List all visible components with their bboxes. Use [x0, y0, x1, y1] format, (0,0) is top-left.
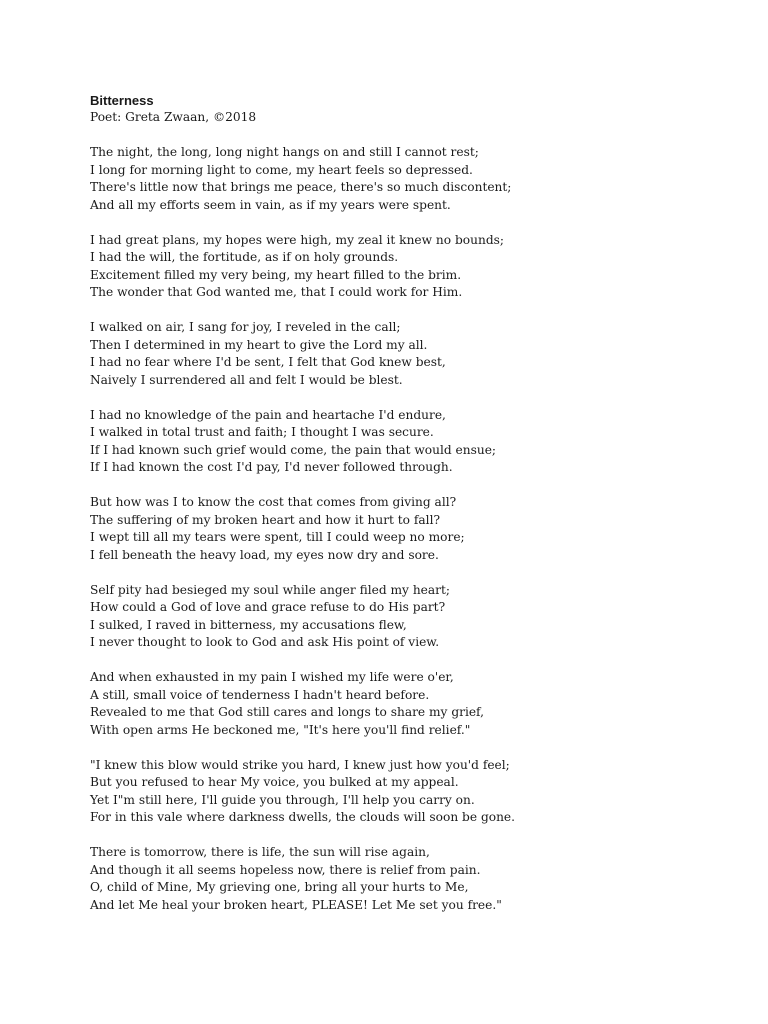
poem-line: The wonder that God wanted me, that I could work for Him.	[90, 285, 463, 299]
poem-line: Yet I"m still here, I'll guide you through, I'll help you carry on.	[90, 792, 475, 807]
poem-line: I walked in total trust and faith; I thought I was secure.	[90, 425, 434, 439]
poem-line: I had no knowledge of the pain and heartache I'd endure,	[90, 407, 446, 422]
poem-stanza	[90, 757, 730, 827]
poem-line: There's little now that brings me peace, there's so much discontent;	[90, 180, 512, 194]
poem-line: For in this vale where darkness dwells, the clouds will soon be gone.	[90, 810, 516, 824]
poem-line: I had great plans, my hopes were high, my zeal it knew no bounds;	[90, 232, 504, 247]
poem-line: Then I determined in my heart to give the Lord my all.	[90, 337, 428, 352]
poem-line: There is tomorrow, there is life, the sun will rise again,	[90, 845, 430, 859]
poem-line: I long for morning light to come, my heart feels so depressed.	[90, 162, 473, 177]
poem-line: The night, the long, long night hangs on and still I cannot rest;	[90, 145, 479, 159]
poem-line: With open arms He beckoned me, "It's here you'll find relief."	[90, 722, 471, 737]
poem-line: And all my efforts seem in vain, as if my years were spent.	[90, 197, 451, 212]
poem-stanza	[90, 494, 730, 564]
poem-stanza	[90, 582, 730, 652]
poem-line: If I had known such grief would come, the pain that would ensue;	[90, 442, 497, 457]
poem-line: Naively I surrendered all and felt I would be blest.	[90, 372, 403, 387]
poem-line: But you refused to hear My voice, you bulked at my appeal.	[90, 775, 459, 789]
poem-body	[90, 144, 730, 914]
poem-line: If I had known the cost I'd pay, I'd never followed through.	[90, 460, 453, 474]
poem-line: I had no fear where I'd be sent, I felt that God knew best,	[90, 355, 446, 369]
poem-byline: Poet: Greta Zwaan, ©2018	[90, 110, 257, 124]
poem-line: A still, small voice of tenderness I hadn't heard before.	[90, 687, 430, 702]
poem-line: I sulked, I raved in bitterness, my accusations flew,	[90, 617, 407, 632]
poem-line: Revealed to me that God still cares and longs to share my grief,	[90, 705, 485, 719]
poem-line: I wept till all my tears were spent, till I could weep no more;	[90, 530, 465, 544]
poem-stanza	[90, 669, 730, 739]
poem-stanza	[90, 319, 730, 389]
poem-stanza	[90, 232, 730, 302]
document-page	[90, 92, 730, 932]
poem-line: And though it all seems hopeless now, there is relief from pain.	[90, 862, 481, 877]
poem-line: And when exhausted in my pain I wished my life were o'er,	[90, 670, 454, 684]
poem-line: I had the will, the fortitude, as if on holy grounds.	[90, 250, 399, 264]
poem-line: O, child of Mine, My grieving one, bring all your hurts to Me,	[90, 880, 469, 894]
poem-line: The suffering of my broken heart and how it hurt to fall?	[90, 512, 441, 527]
poem-line: "I knew this blow would strike you hard, I knew just how you'd feel;	[90, 757, 510, 772]
poem-line: But how was I to know the cost that comes from giving all?	[90, 495, 457, 509]
poem-line: I fell beneath the heavy load, my eyes now dry and sore.	[90, 547, 439, 562]
poem-stanza	[90, 844, 730, 914]
poem-title: Bitterness	[90, 93, 154, 108]
poem-stanza	[90, 144, 730, 214]
poem-stanza	[90, 407, 730, 477]
poem-line: I walked on air, I sang for joy, I reveled in the call;	[90, 320, 401, 334]
poem-line: Excitement filled my very being, my heart filled to the brim.	[90, 267, 462, 282]
poem-line: How could a God of love and grace refuse to do His part?	[90, 600, 446, 614]
poem-line: Self pity had besieged my soul while anger filed my heart;	[90, 582, 450, 597]
poem-line: I never thought to look to God and ask His point of view.	[90, 635, 440, 649]
poem-line: And let Me heal your broken heart, PLEASE! Let Me set you free."	[90, 897, 502, 912]
